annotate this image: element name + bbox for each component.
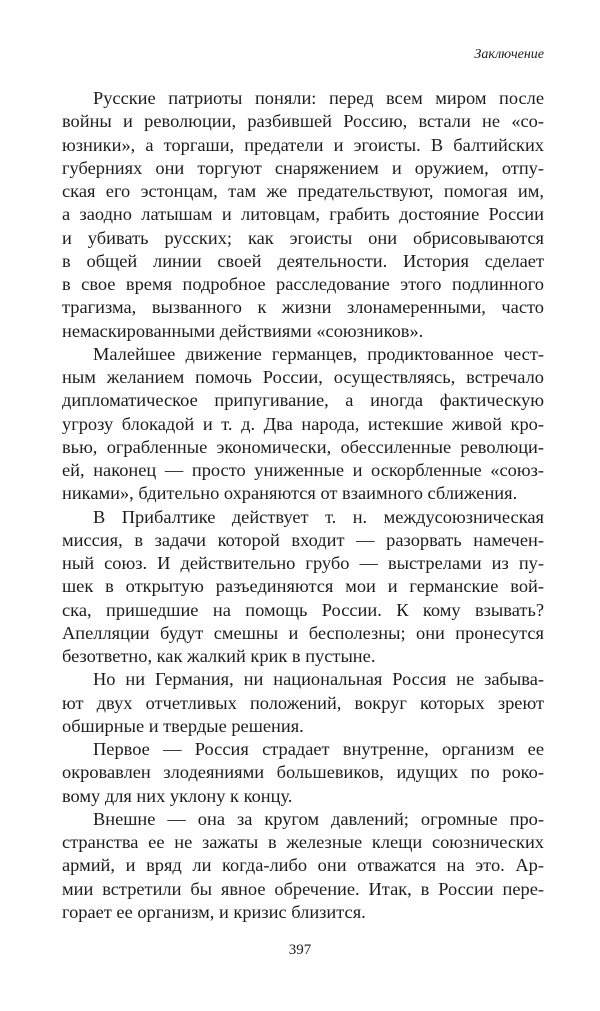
text-line: В Прибалтике действует т. н. междусоюзническая bbox=[93, 506, 544, 527]
text-line: Русские патриоты поняли: перед всем миром после bbox=[93, 88, 544, 108]
text-line: миссия, в задачи которой входит — разорвать намечен- bbox=[62, 529, 544, 550]
text-line: ют двух отчетливых положений, вокруг которых зреют bbox=[62, 692, 544, 713]
text-line: вью, ограбленные экономически, обессиленные революци- bbox=[62, 436, 544, 457]
text-line: горает ее организм, и кризис близится. bbox=[62, 901, 366, 922]
text-line: а заодно латышам и литовцам, грабить достояние России bbox=[62, 204, 544, 225]
text-line: никами», бдительно охраняются от взаимного сближения. bbox=[62, 483, 518, 504]
text-line: и убивать русских; как эгоисты они обрисовываются bbox=[62, 227, 544, 248]
text-line: ей, наконец — просто униженные и оскорбленные «союз- bbox=[62, 460, 544, 480]
page-number: 397 bbox=[288, 942, 312, 958]
text-line: немаскированными действиями «союзников». bbox=[62, 320, 424, 341]
text-line: мии встретили бы явное обречение. Итак, в России пере- bbox=[62, 878, 544, 899]
text-line: губерниях они торгуют снаряжением и оружием, отпу- bbox=[62, 157, 544, 178]
paragraph bbox=[62, 668, 544, 738]
text-line: шек в открытую разъединяются мои и германские вой- bbox=[62, 576, 544, 597]
text-line: дипломатическое припугивание, а иногда фактическую bbox=[62, 390, 544, 411]
text-line: угрозу блокадой и т. д. Два народа, истекшие живой кро- bbox=[62, 413, 544, 434]
text-line: обширные и твердые решения. bbox=[62, 715, 304, 736]
text-line: Внешне — она за кругом давлений; огромные про- bbox=[93, 808, 544, 829]
body-text bbox=[62, 87, 544, 924]
text-line: ская его эстонцам, там же предательствуют, помогая им, bbox=[62, 181, 544, 201]
text-line: окровавлен злодеяниями большевиков, идущих по роко- bbox=[62, 762, 544, 783]
running-header: Заключение bbox=[474, 47, 544, 62]
text-line: вому для них уклону к концу. bbox=[62, 785, 293, 806]
text-line: Апелляции будут смешны и бесполезны; они пронесутся bbox=[62, 622, 544, 643]
text-line: Малейшее движение германцев, продиктованное чест- bbox=[93, 343, 544, 364]
text-line: в общей линии своей деятельности. История сделает bbox=[62, 250, 544, 271]
paragraph bbox=[62, 808, 544, 924]
text-line: войны и революции, разбившей Россию, встали не «со- bbox=[62, 111, 544, 132]
paragraph bbox=[62, 506, 544, 669]
text-line: в свое время подробное расследование этого подлинного bbox=[62, 274, 544, 294]
text-line: ска, пришедшие на помощь России. К кому взывать? bbox=[62, 599, 544, 620]
text-line: Первое — Россия страдает внутренне, организм ее bbox=[93, 739, 544, 759]
text-line: юзники», а торгаши, предатели и эгоисты. В балтийских bbox=[62, 134, 544, 155]
text-line: Но ни Германия, ни национальная Россия не забыва- bbox=[93, 669, 544, 690]
paragraph bbox=[62, 343, 544, 506]
text-line: безответно, как жалкий крик в пустыне. bbox=[62, 646, 376, 666]
text-line: ным желанием помочь России, осуществляясь, встречало bbox=[62, 367, 544, 387]
paragraph bbox=[62, 738, 544, 808]
text-line: ный союз. И действительно грубо — выстрелами из пу- bbox=[62, 553, 544, 573]
text-line: странства ее не зажаты в железные клещи союзнических bbox=[62, 832, 544, 852]
text-line: армий, и вряд ли когда-либо они отважатся на это. Ар- bbox=[62, 855, 544, 876]
text-line: трагизма, вызванного к жизни злонамеренными, часто bbox=[62, 297, 544, 318]
paragraph bbox=[62, 87, 544, 343]
